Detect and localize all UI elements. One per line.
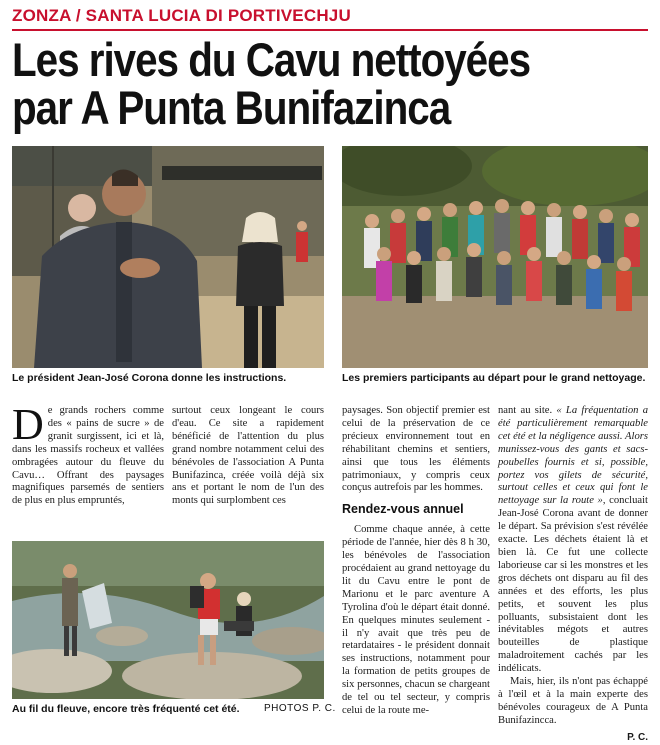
- photo-river-image: [12, 541, 324, 699]
- column-2-text: surtout ceux longeant le cours d'eau. Ce site a rapidement bénéficié de l'attention du plus grand nombre notamment celui des bénévoles de l'association A Punta Bunifazinca, créée voilà déjà six ans et portant le nom de l'un des monts qui surplombent ces: [172, 405, 324, 507]
- photo-participants-image: [342, 146, 648, 368]
- subhead-rendez-vous: Rendez-vous annuel: [342, 502, 464, 517]
- section-kicker: [12, 3, 648, 31]
- president-quote: « La fréquentation a été particulièrement remarquable cet été et la négligence aussi. Alors munissez-vous des gants et sacs-poubelles fournis et si, possible, portez vos gilets de sécurité, surtout celles et ceux qui font le nettoyage sur la route »: [498, 405, 649, 507]
- photo-credit: PHOTOS P. C.: [264, 703, 336, 714]
- column-4-after-quote: , concluait Jean-José Corona avant de donner le départ. Sa prévision s'est révélée exacte. Les déchets étaient là et bien là. Ce fut une collecte laborieuse car si les monstres et les gros déchets ont disparu au fil des années et des efforts, les plus petits, et souvent les plus polluants, subsistaient dont les inévitables mégots et autres bouteilles de plastique maladroitement cachés par les indélicats.: [498, 495, 648, 675]
- column-3-top-text: paysages. Son objectif premier est celui de la préservation de ce précieux environnement tout en réhabilitant chemins et sentiers, ainsi que tous les éléments patrimoniaux, y compris ceux conçus autrefois par les hommes.: [342, 405, 490, 494]
- article-column-4: [498, 405, 648, 745]
- caption-photo-1: Le président Jean-José Corona donne les instructions.: [12, 372, 287, 384]
- article-column-3: [342, 405, 490, 718]
- photo-river-cleanup: [12, 541, 324, 699]
- article-paragraph-1: [12, 400, 164, 508]
- caption-photo-2: Les premiers participants au départ pour le grand nettoyage.: [342, 372, 646, 384]
- article-column-2: [172, 405, 324, 508]
- headline-line-2: par A Punta Bunifazinca: [12, 81, 451, 134]
- column-3-text: Comme chaque année, à cette période de l'année, hier dès 8 h 30, les bénévoles de l'association procédaient au grand nettoyage du lit du Cavu entre le pont de Marionu et le parc aventure A Tyrolina d'où le départ était donné. En quelques minutes seulement - il n'y avait que très peu de retardataires - le président donnait ses instructions, notamment pour la formation de petits groupes de six personnes, chacun se chargeant de tel ou tel secteur, y compris celui de la route me-: [342, 524, 490, 716]
- caption-photo-3: Au fil du fleuve, encore très fréquenté cet été.: [12, 703, 240, 715]
- headline-line-1: Les rives du Cavu nettoyées: [12, 33, 531, 86]
- author-signature: P. C.: [627, 731, 648, 743]
- photo-participants-group: [342, 146, 648, 368]
- photo-president-instructions: [12, 146, 324, 368]
- column-4-paragraph: [498, 405, 648, 676]
- column-4-closing: Mais, hier, ils n'ont pas échappé à l'œil et à la main experte des bénévoles courageux de A Punta Bunifazincca.: [498, 676, 648, 726]
- column-1-text: e grands rochers comme des « pains de sucre » de granit surgissent, ici et là, dans les massifs rocheux et vallées ombragées autour du fleuve du Cavu… Offrant des paysages magnifiques parsemés de sentiers de plus en plus empruntés,: [12, 405, 164, 507]
- column-4-intro: nant au site.: [498, 405, 557, 416]
- article-column-1: [12, 400, 164, 508]
- dropcap-letter: D: [12, 400, 44, 449]
- article-headline: [12, 33, 648, 134]
- kicker-text: ZONZA / SANTA LUCIA DI PORTIVECHJU: [12, 6, 351, 25]
- photo-president-image: [12, 146, 324, 368]
